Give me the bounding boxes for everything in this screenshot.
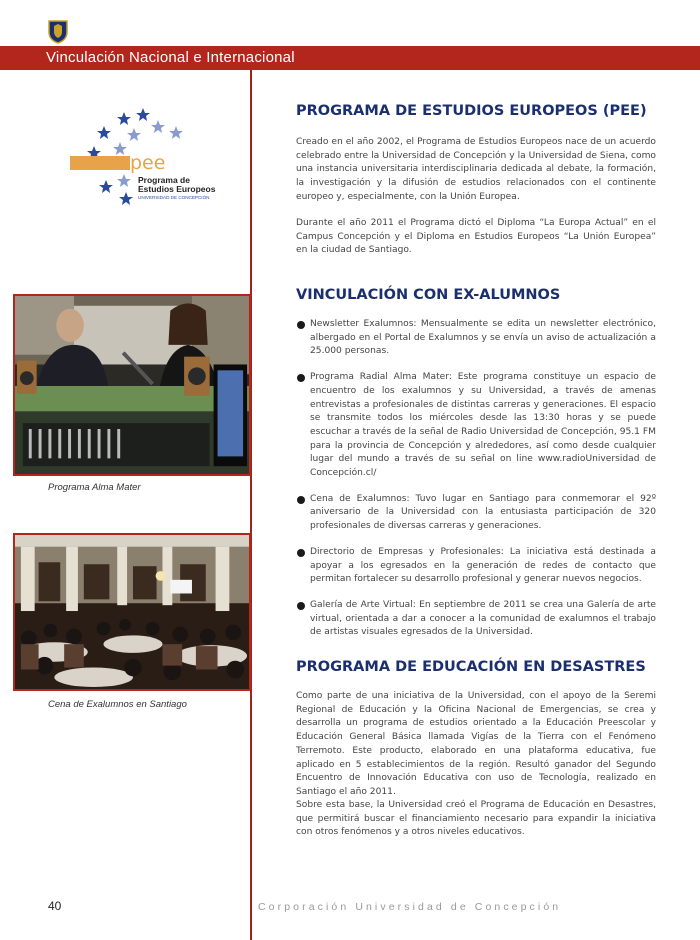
photo-cena-exalumnos: [13, 533, 251, 691]
pee-logo: [66, 106, 216, 208]
university-crest-icon: [48, 20, 68, 44]
photo-alma-mater: [13, 294, 251, 476]
page-number: 40: [48, 899, 62, 913]
exalumnos-list: [296, 318, 656, 652]
list-item: Programa Radial Alma Mater: Este programa constituye un espacio de encuentro de los exalumnos y su Universidad, a través de amenas entrevistas a profesionales de distintas carreras y generaciones. El espacio se transmite todos los miércoles desde las 13:30 horas y se puede escuchar a través de la señal de Radio Universidad de Concepción, 95.1 FM para la provincia de Concepción y alrededores, así como desde cualquier lugar del mundo a través de su señal on line www.radioUniversidad de Concepción.cl/: [296, 371, 656, 481]
desastres-paragraph-1: Como parte de una iniciativa de la Universidad, con el apoyo de la Seremi Regional de Educación y la Oficina Nacional de Emergencias, se crea y desarrolla un programa de estudios orientado a la Educación Preescolar y Educación General Básica llamada Vigías de la Tierra con el Fenómeno Terremoto. Este producto, elaborado en una plataforma educativa, fue aplicado en 5 establecimientos de la región. Resultó ganador del Segundo Encuentro de Innovación Educativa con uso de Tecnología, realizado en Santiago el año 2011.: [296, 691, 656, 797]
logo-line3: UNIVERSIDAD DE CONCEPCIÓN: [138, 195, 210, 200]
section-title: Vinculación Nacional e Internacional: [46, 49, 295, 66]
list-item: Cena de Exalumnos: Tuvo lugar en Santiago para conmemorar el 92º aniversario de la Universidad con la entusiasta participación de 320 profesionales de diversas carreras y generaciones.: [296, 493, 656, 534]
list-item: Directorio de Empresas y Profesionales: La iniciativa está destinada a apoyar a los egresados en la generación de redes de contacto que permitan fortalecer su desarrollo profesional y generar nuevos negocios.: [296, 546, 656, 587]
logo-abbr: pee: [130, 152, 166, 174]
pee-paragraph-2: Durante el año 2011 el Programa dictó el Diploma “La Europa Actual” en el Campus Concepción y el Diploma en Estudios Europeos “La Unión Europea” en la ciudad de Santiago.: [296, 218, 656, 256]
heading-desastres: PROGRAMA DE EDUCACIÓN EN DESASTRES: [296, 659, 646, 675]
bullet-dot-icon: [297, 321, 305, 329]
caption-alma-mater: Programa Alma Mater: [48, 482, 141, 493]
footer-text: Corporación Universidad de Concepción: [258, 901, 562, 913]
logo-line2: Estudios Europeos: [138, 184, 216, 194]
heading-pee: PROGRAMA DE ESTUDIOS EUROPEOS (PEE): [296, 103, 647, 119]
pee-paragraph-1: Creado en el año 2002, el Programa de Estudios Europeos nace de un acuerdo celebrado entre la Universidad de Concepción y la Universidad de Siena, como una instancia universitaria interdisciplinaria dedicada al debate, la formación, la investigación y la difusión de estudios relacionados con el continente europeo y, especialmente, con la Unión Europea.: [296, 137, 656, 202]
desastres-paragraph-2: Sobre esta base, la Universidad creó el Programa de Educación en Desastres, que permitirá buscar el financiamiento necesario para expandir la iniciativa con otros fenómenos y a otros niveles educativos.: [296, 800, 656, 838]
bullet-dot-icon: [297, 549, 305, 557]
list-item: Newsletter Exalumnos: Mensualmente se edita un newsletter electrónico, albergado en el Portal de Exalumnos y se envía un aviso de actualización a 25.000 personas.: [296, 318, 656, 359]
caption-cena-exalumnos: Cena de Exalumnos en Santiago: [48, 699, 187, 710]
logo-line1: Programa de: [138, 175, 190, 185]
bullet-dot-icon: [297, 496, 305, 504]
header-bar: [0, 46, 700, 70]
bullet-dot-icon: [297, 602, 305, 610]
bullet-dot-icon: [297, 374, 305, 382]
column-divider: [250, 70, 252, 940]
list-item: Galería de Arte Virtual: En septiembre de 2011 se crea una Galería de arte virtual, orientada a dar a conocer a la comunidad de exalumnos el trabajo de artistas visuales egresados de la Universidad.: [296, 599, 656, 640]
heading-exalumnos: VINCULACIÓN CON EX-ALUMNOS: [296, 287, 561, 303]
